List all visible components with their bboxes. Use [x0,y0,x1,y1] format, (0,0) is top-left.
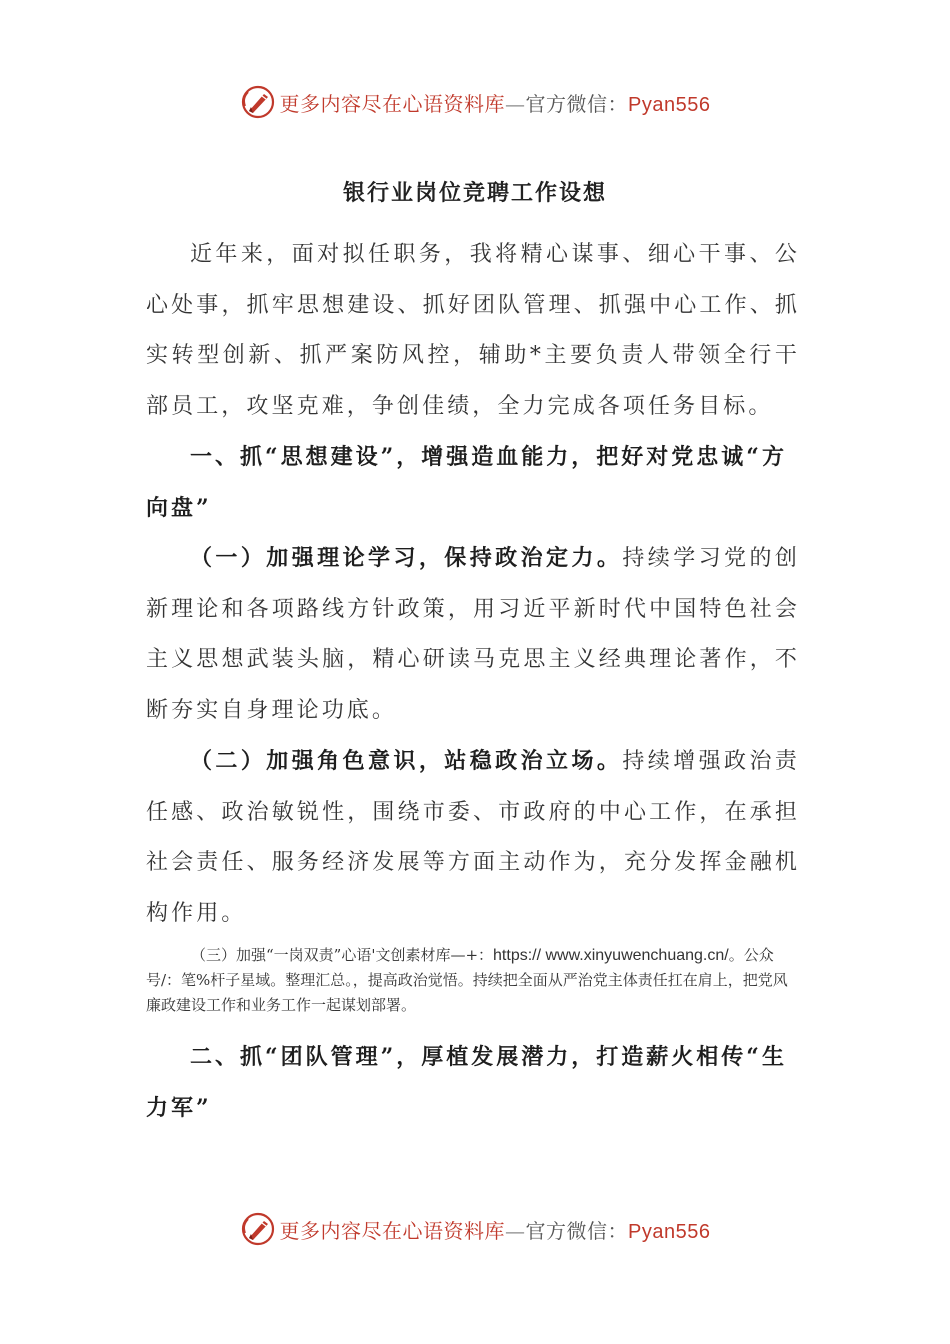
intro-paragraph: 近年来，面对拟任职务，我将精心谋事、细心干事、公心处事，抓牢思想建设、抓好团队管理、抓强中心工作、抓实转型创新、抓严案防风控，辅助*主要负责人带领全行干部员工，攻坚克难，争创佳绩，全力完成各项任务目标。 [146,242,800,419]
banner-text [280,88,711,117]
banner-tail: 官方微信： [525,91,629,116]
document-body [146,230,800,1133]
pen-logo-icon [240,84,276,120]
item-3-text-a: （三）加强“一岗双责”心语'文创素材库—+： [191,946,494,964]
item-2-body: 持续增强政治责任感、政治敏锐性，围绕市委、市政府的中心工作，在承担社会责任、服务经济发展等方面主动作为，充分发挥金融机构作用。 [146,749,801,926]
banner-dash: — [505,91,526,116]
section-1-heading: 一、抓“思想建设”，增强造血能力，把好对党忠诚“方向盘” [146,444,787,521]
pen-logo-icon [240,1211,276,1247]
header-banner [0,80,950,124]
banner-text [280,1215,711,1244]
item-2-lead: （二）加强角色意识，站稳政治立场。 [190,748,623,774]
document-title: 银行业岗位竞聘工作设想 [342,180,607,206]
item-3-url[interactable]: https:// www.xinyuwenchuang.cn/ [493,947,729,964]
item-1-lead: （一）加强理论学习，保持政治定力。 [190,545,623,571]
section-1-item-3 [146,943,800,1018]
banner-wechat-id: Pyan556 [628,93,711,116]
section-1-item-1 [146,533,800,736]
footer-banner [0,1207,950,1251]
banner-wechat-id: Pyan556 [628,1220,711,1243]
item-1-body: 持续学习党的创新理论和各项路线方针政策，用习近平新时代中国特色社会主义思想武装头脑，精心研读马克思主义经典理论著作，不断夯实自身理论功底。 [146,546,801,723]
section-2-heading: 二、抓“团队管理”，厚植发展潜力，打造薪火相传“生力军” [146,1044,787,1121]
section-1-item-2 [146,736,800,939]
banner-tail: 官方微信： [525,1218,629,1243]
banner-lead: 更多内容尽在心语资料库 [279,91,506,116]
banner-lead: 更多内容尽在心语资料库 [279,1218,506,1243]
item-3-text-b: 。公众号/：笔%杆子星域。整理汇总。，提高政治觉悟。持续把全面从严治党主体责任扛在肩上，把党风廉政建设工作和业务工作一起谋划部署。 [146,946,788,1014]
banner-dash: — [505,1218,526,1243]
